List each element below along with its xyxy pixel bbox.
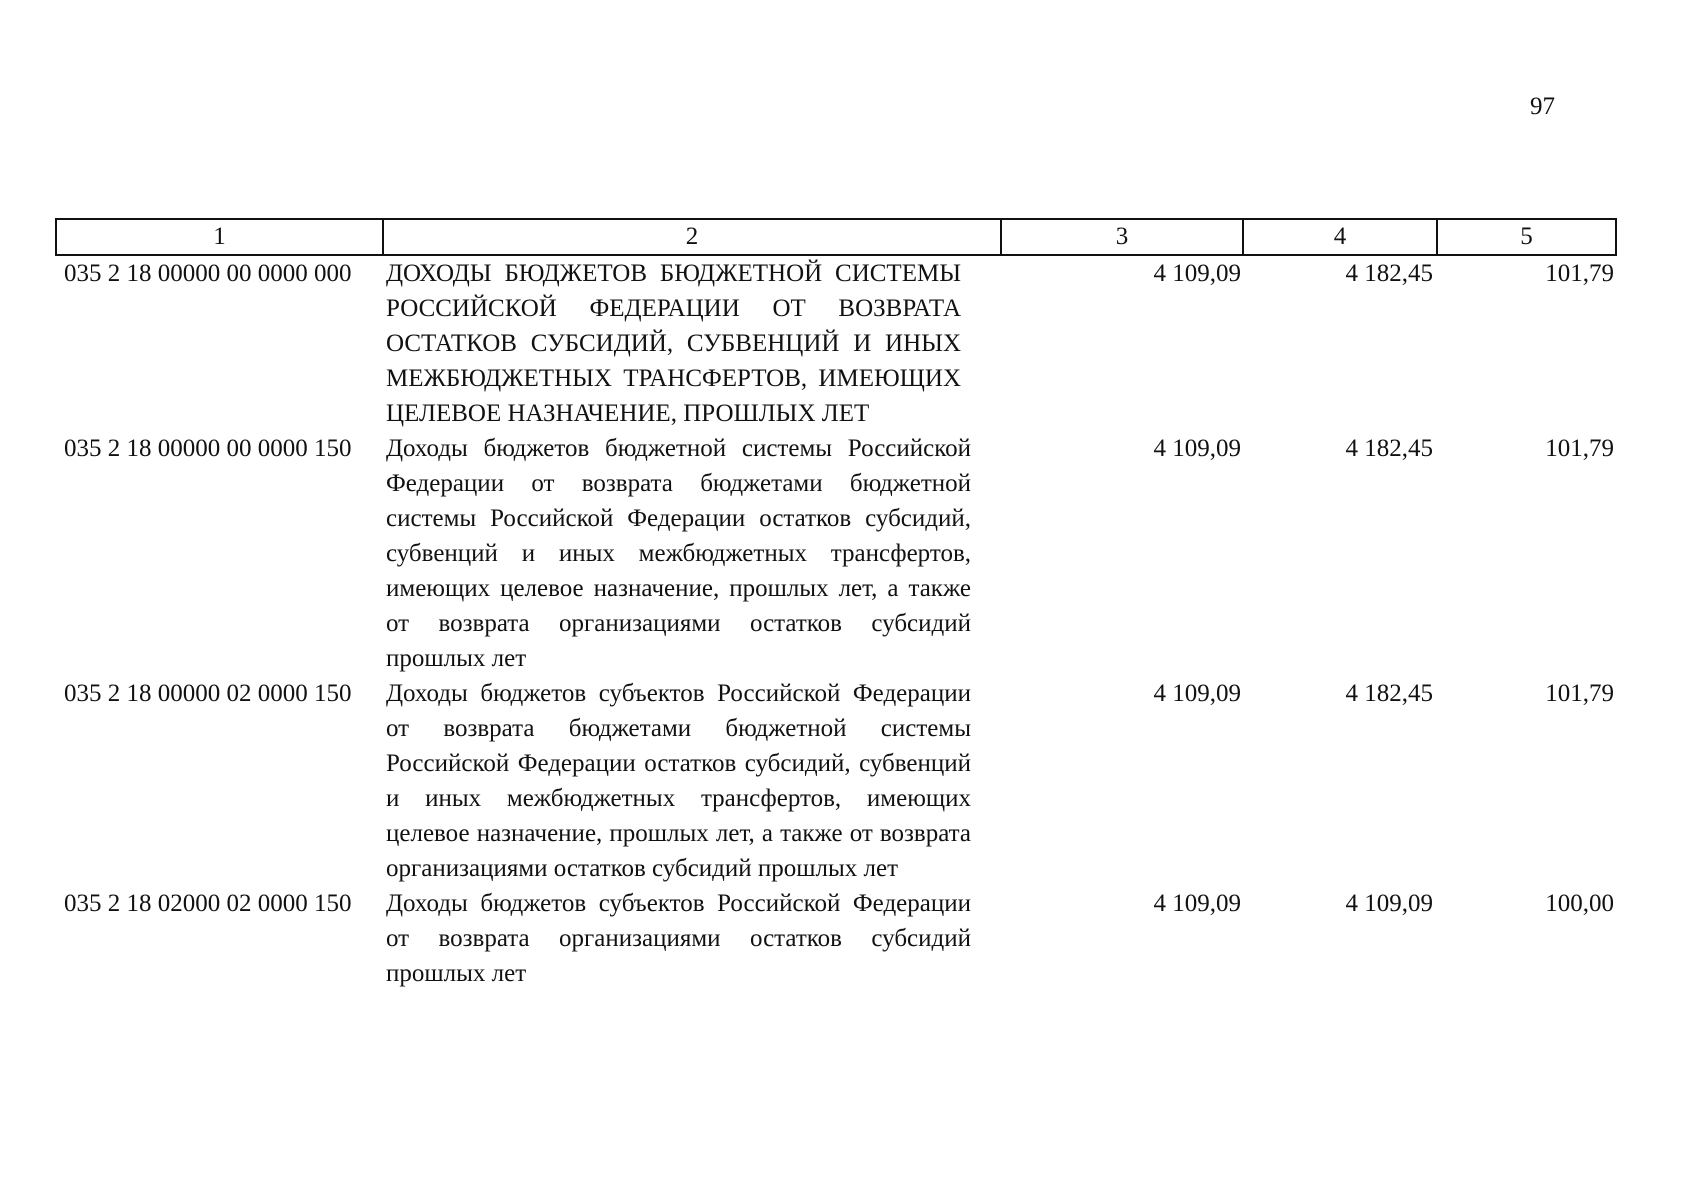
value-col5-cell: 101,79 — [1545, 435, 1614, 462]
table-row — [56, 255, 1616, 431]
budget-income-table — [55, 218, 1617, 991]
value-col4-cell: 4 182,45 — [1345, 435, 1433, 462]
budget-code-cell: 035 2 18 00000 02 0000 150 — [64, 680, 352, 707]
budget-code-cell: 035 2 18 00000 00 0000 000 — [64, 260, 352, 287]
table-header-row — [56, 219, 1616, 255]
column-header-4: 4 — [1243, 219, 1437, 255]
income-name-cell: Доходы бюджетов субъектов Российской Федерации от возврата бюджетами бюджетной системы Российской Федерации остатков субсидий, субвенций и иных межбюджетных трансфертов, имеющих целевое назначение, прошлых лет, а также от возврата организациями остатков субсидий прошлых лет — [386, 680, 971, 882]
value-col4-cell: 4 182,45 — [1345, 260, 1433, 287]
value-col5-cell: 101,79 — [1545, 680, 1614, 707]
value-col3-cell: 4 109,09 — [1153, 890, 1241, 917]
column-header-5: 5 — [1437, 219, 1616, 255]
column-header-1: 1 — [56, 219, 383, 255]
value-col5-cell: 100,00 — [1545, 890, 1614, 917]
column-header-3: 3 — [1001, 219, 1243, 255]
value-col3-cell: 4 109,09 — [1153, 680, 1241, 707]
table-row — [56, 886, 1616, 991]
income-name-cell: Доходы бюджетов субъектов Российской Федерации от возврата организациями остатков субсидий прошлых лет — [386, 890, 971, 987]
budget-code-cell: 035 2 18 02000 02 0000 150 — [64, 890, 352, 917]
income-name-cell: ДОХОДЫ БЮДЖЕТОВ БЮДЖЕТНОЙ СИСТЕМЫ РОССИЙСКОЙ ФЕДЕРАЦИИ ОТ ВОЗВРАТА ОСТАТКОВ СУБСИДИЙ, СУБВЕНЦИЙ И ИНЫХ МЕЖБЮДЖЕТНЫХ ТРАНСФЕРТОВ, ИМЕЮЩИХ ЦЕЛЕВОЕ НАЗНАЧЕНИЕ, ПРОШЛЫХ ЛЕТ — [386, 260, 961, 427]
column-header-2: 2 — [383, 219, 1001, 255]
value-col5-cell: 101,79 — [1545, 260, 1614, 287]
value-col4-cell: 4 182,45 — [1345, 680, 1433, 707]
table-row — [56, 431, 1616, 676]
income-name-cell: Доходы бюджетов бюджетной системы Российской Федерации от возврата бюджетами бюджетной системы Российской Федерации остатков субсидий, субвенций и иных межбюджетных трансфертов, имеющих целевое назначение, прошлых лет, а также от возврата организациями остатков субсидий прошлых лет — [386, 435, 971, 672]
value-col3-cell: 4 109,09 — [1153, 435, 1241, 462]
budget-code-cell: 035 2 18 00000 00 0000 150 — [64, 435, 352, 462]
table-row — [56, 676, 1616, 886]
page-number: 97 — [1530, 93, 1555, 120]
value-col4-cell: 4 109,09 — [1345, 890, 1433, 917]
value-col3-cell: 4 109,09 — [1153, 260, 1241, 287]
